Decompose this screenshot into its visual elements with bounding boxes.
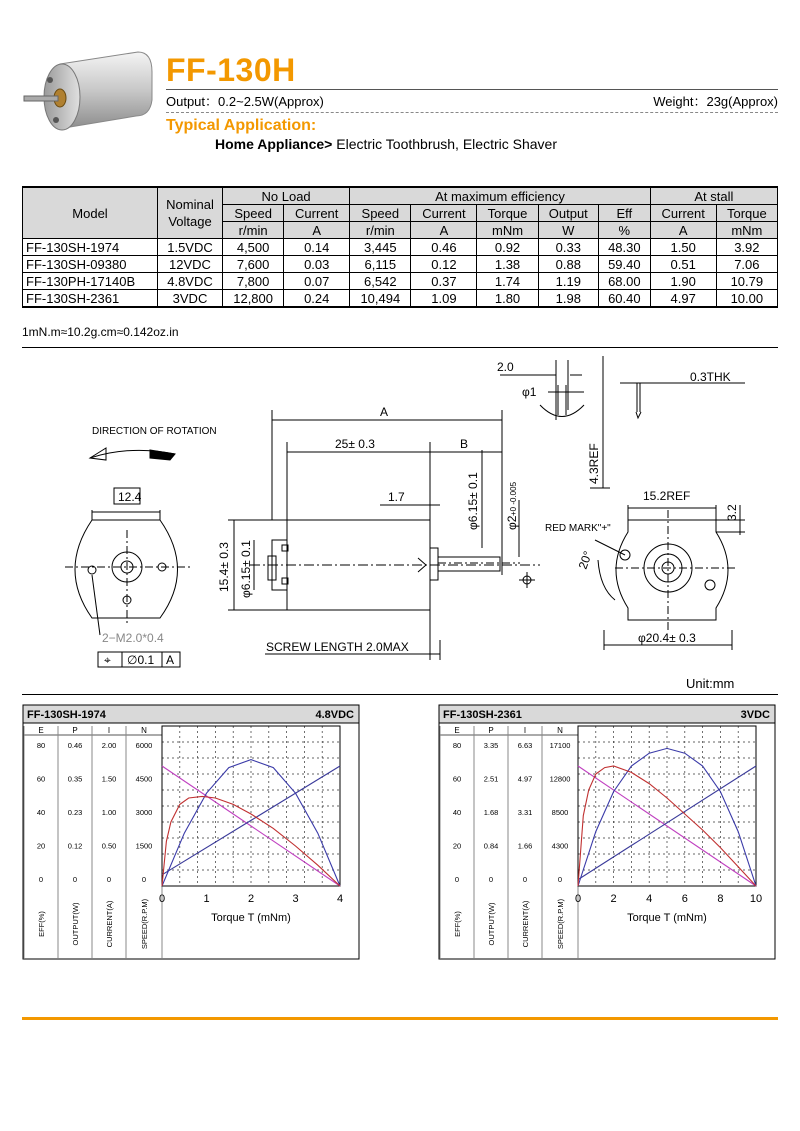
value-cell: 48.30	[598, 239, 650, 256]
x-tick-label: 0	[158, 893, 166, 905]
scale-head: P	[488, 726, 494, 735]
unit-cell: mNm	[716, 222, 777, 239]
dim-phi6-15-body: φ6.15± 0.1	[239, 540, 253, 598]
model-cell: FF-130SH-2361	[23, 290, 158, 308]
scale-tick: 40	[36, 808, 46, 817]
value-cell: 3,445	[350, 239, 411, 256]
application-category: Home Appliance>	[215, 136, 333, 152]
value-cell: 6,542	[350, 273, 411, 290]
direction-of-rotation: DIRECTION OF ROTATION	[92, 426, 217, 437]
scale-tick: 20	[452, 841, 462, 851]
scale-tick: 0.46	[67, 741, 83, 750]
scale-tick: 60	[36, 774, 46, 784]
scale-tick: 1.68	[483, 808, 499, 817]
value-cell: 1.19	[538, 273, 598, 290]
screw-length: SCREW LENGTH 2.0MAX	[266, 640, 409, 654]
value-cell: 4.8VDC	[158, 273, 223, 290]
spec-group-header-row	[23, 187, 778, 205]
unit-cell: mNm	[477, 222, 538, 239]
scale-head: E	[38, 726, 44, 735]
scale-tick: 3000	[135, 808, 153, 817]
value-cell: 1.98	[538, 290, 598, 308]
product-title: FF-130H	[166, 52, 296, 88]
scale-tick: 6.63	[517, 741, 533, 750]
dim-15-4: 15.4± 0.3	[217, 542, 231, 592]
scale-tick: 0	[141, 875, 147, 884]
dim-2-0: 2.0	[497, 360, 514, 374]
header-dashed-divider	[166, 112, 778, 113]
scale-tick: 17100	[549, 741, 571, 750]
value-cell: 1.90	[650, 273, 716, 290]
col-model: Model	[23, 187, 158, 239]
dimension-drawing	[0, 350, 800, 680]
dim-12-4: 12.4	[118, 490, 142, 504]
application-line	[215, 136, 557, 152]
value-cell: 3VDC	[158, 290, 223, 308]
scale-tick: 1500	[135, 841, 153, 851]
scale-tick: 40	[452, 808, 462, 817]
value-cell: 0.12	[411, 256, 477, 273]
section-divider	[22, 694, 778, 695]
motor-image	[20, 42, 160, 142]
scale-tick: 0	[454, 875, 460, 884]
red-mark-label: RED MARK"+"	[545, 523, 611, 534]
unit-cell: A	[650, 222, 716, 239]
value-cell: 0.88	[538, 256, 598, 273]
unit-cell: %	[598, 222, 650, 239]
scale-tick: 0.84	[483, 841, 499, 851]
col-group-no-load: No Load	[223, 187, 350, 205]
scale-tick: 0.12	[67, 841, 83, 851]
scale-head: N	[557, 726, 563, 735]
value-cell: 0.03	[284, 256, 350, 273]
value-cell: 0.14	[284, 239, 350, 256]
chart-svg	[438, 704, 778, 960]
dim-a: A	[380, 405, 389, 419]
scale-head: I	[523, 726, 527, 735]
application-items: Electric Toothbrush, Electric Shaver	[332, 136, 557, 152]
scale-tick: 80	[452, 741, 462, 750]
value-cell: 3.92	[716, 239, 777, 256]
scale-tick: 0.23	[67, 808, 83, 817]
value-cell: 7,600	[223, 256, 284, 273]
value-cell: 7,800	[223, 273, 284, 290]
scale-tick: 0.35	[67, 774, 83, 784]
value-cell: 10,494	[350, 290, 411, 308]
footer-divider	[22, 1017, 778, 1020]
scale-tick: 8500	[551, 808, 569, 817]
x-axis-label: Torque T (mNm)	[211, 912, 291, 924]
table-row	[23, 256, 778, 273]
dim-phi2: φ2	[505, 515, 519, 530]
table-row	[23, 273, 778, 290]
performance-chart-1	[22, 704, 362, 965]
sub-header: Current	[650, 205, 716, 222]
scale-head: N	[141, 726, 147, 735]
scale-axis-label: OUTPUT(W)	[487, 902, 496, 946]
value-cell: 10.00	[716, 290, 777, 308]
output-spec: Output：0.2~2.5W(Approx)	[166, 94, 324, 109]
unit-cell: W	[538, 222, 598, 239]
dim-20-deg: 20°	[575, 549, 596, 572]
scale-tick: 0	[557, 875, 563, 884]
scale-tick: 0	[106, 875, 112, 884]
value-cell: 1.5VDC	[158, 239, 223, 256]
holes-spec: 2−M2.0*0.4	[102, 631, 164, 645]
dim-phi2-tolerance: +0 -0.005	[509, 481, 518, 516]
value-cell: 4.97	[650, 290, 716, 308]
sub-header: Current	[284, 205, 350, 222]
value-cell: 6,115	[350, 256, 411, 273]
scale-axis-label: SPEED(R.P.M)	[140, 898, 149, 950]
col-group-at-stall: At stall	[650, 187, 777, 205]
value-cell: 1.38	[477, 256, 538, 273]
tolerance-symbol: ⌖	[104, 653, 111, 667]
scale-tick: 0	[72, 875, 78, 884]
scale-axis-label: CURRENT(A)	[105, 900, 114, 948]
weight-spec: Weight：23g(Approx)	[653, 94, 778, 109]
unit-conversion: 1mN.m≈10.2g.cm≈0.142oz.in	[22, 325, 179, 339]
chart-svg	[22, 704, 362, 960]
x-tick-label: 0	[574, 893, 582, 905]
scale-tick: 0	[522, 875, 528, 884]
value-cell: 0.37	[411, 273, 477, 290]
x-tick-label: 10	[749, 893, 763, 905]
sub-header: Output	[538, 205, 598, 222]
spec-table	[22, 186, 778, 308]
dim-phi1: φ1	[522, 385, 537, 399]
value-cell: 1.50	[650, 239, 716, 256]
sub-header: Eff	[598, 205, 650, 222]
value-cell: 0.33	[538, 239, 598, 256]
chart-voltage: 3VDC	[740, 709, 770, 721]
scale-tick: 0	[38, 875, 44, 884]
model-cell: FF-130SH-1974	[23, 239, 158, 256]
scale-tick: 4300	[551, 841, 569, 851]
dim-15-2ref: 15.2REF	[643, 489, 691, 503]
scale-tick: 0	[488, 875, 494, 884]
x-tick-label: 2	[247, 893, 255, 905]
scale-head: I	[107, 726, 111, 735]
sub-header: Current	[411, 205, 477, 222]
value-cell: 12,800	[223, 290, 284, 308]
table-row	[23, 290, 778, 308]
value-cell: 10.79	[716, 273, 777, 290]
col-group-max-efficiency: At maximum efficiency	[350, 187, 651, 205]
x-tick-label: 2	[610, 893, 617, 905]
section-divider	[22, 347, 778, 348]
scale-tick: 60	[452, 774, 462, 784]
scale-head: P	[72, 726, 78, 735]
value-cell: 0.51	[650, 256, 716, 273]
col-nominal-voltage: Nominal Voltage	[158, 187, 223, 239]
scale-tick: 2.00	[101, 741, 117, 750]
value-cell: 4,500	[223, 239, 284, 256]
table-row	[23, 239, 778, 256]
unit-cell: r/min	[223, 222, 284, 239]
x-axis-label: Torque T (mNm)	[627, 912, 707, 924]
application-title: Typical Application:	[166, 117, 317, 134]
sub-header: Speed	[350, 205, 411, 222]
scale-head: E	[454, 726, 460, 735]
dim-phi6-15-shaft: φ6.15± 0.1	[466, 472, 480, 530]
unit-label: Unit:mm	[686, 676, 735, 691]
value-cell: 0.92	[477, 239, 538, 256]
scale-tick: 4500	[135, 774, 153, 784]
scale-tick: 3.35	[483, 741, 499, 750]
chart-model: FF-130SH-2361	[443, 709, 522, 721]
model-cell: FF-130SH-09380	[23, 256, 158, 273]
scale-axis-label: EFF(%)	[37, 911, 46, 937]
x-tick-label: 4	[646, 893, 653, 905]
x-tick-label: 4	[336, 893, 344, 905]
value-cell: 0.46	[411, 239, 477, 256]
unit-cell: r/min	[350, 222, 411, 239]
scale-tick: 6000	[135, 741, 153, 750]
performance-chart-2	[438, 704, 778, 965]
scale-tick: 4.97	[517, 774, 533, 784]
header-divider	[166, 89, 778, 90]
unit-cell: A	[411, 222, 477, 239]
model-cell: FF-130PH-17140B	[23, 273, 158, 290]
value-cell: 7.06	[716, 256, 777, 273]
spec-table-body	[23, 239, 778, 308]
value-cell: 1.09	[411, 290, 477, 308]
dim-thickness: 0.3THK	[690, 370, 731, 384]
dim-4-3ref: 4.3REF	[587, 443, 601, 484]
scale-axis-label: SPEED(R.P.M)	[556, 898, 565, 950]
scale-tick: 2.51	[483, 774, 499, 784]
sub-header: Torque	[716, 205, 777, 222]
value-cell: 12VDC	[158, 256, 223, 273]
scale-tick: 80	[36, 741, 46, 750]
scale-axis-label: EFF(%)	[453, 911, 462, 937]
value-cell: 1.74	[477, 273, 538, 290]
scale-tick: 0.50	[101, 841, 117, 851]
scale-tick: 3.31	[517, 808, 533, 817]
value-cell: 59.40	[598, 256, 650, 273]
sub-header: Speed	[223, 205, 284, 222]
scale-tick: 1.00	[101, 808, 117, 817]
scale-tick: 1.50	[101, 774, 117, 784]
x-tick-label: 8	[717, 893, 724, 905]
dim-3-2: 3.2	[725, 504, 739, 521]
unit-cell: A	[284, 222, 350, 239]
scale-tick: 20	[36, 841, 46, 851]
scale-axis-label: OUTPUT(W)	[71, 902, 80, 946]
value-cell: 0.07	[284, 273, 350, 290]
value-cell: 68.00	[598, 273, 650, 290]
x-tick-label: 3	[292, 893, 299, 905]
x-tick-label: 6	[681, 893, 688, 905]
tolerance-datum: A	[166, 653, 175, 667]
scale-tick: 1.66	[517, 841, 533, 851]
chart-voltage: 4.8VDC	[315, 709, 354, 721]
x-tick-label: 1	[203, 893, 210, 905]
dim-25: 25± 0.3	[335, 437, 375, 451]
dim-phi20-4: φ20.4± 0.3	[638, 631, 696, 645]
sub-header: Torque	[477, 205, 538, 222]
scale-axis-label: CURRENT(A)	[521, 900, 530, 948]
value-cell: 0.24	[284, 290, 350, 308]
value-cell: 60.40	[598, 290, 650, 308]
value-cell: 1.80	[477, 290, 538, 308]
dim-b: B	[460, 437, 469, 451]
chart-model: FF-130SH-1974	[27, 709, 106, 721]
dim-1-7: 1.7	[388, 490, 405, 504]
tolerance-value: ∅0.1	[127, 653, 155, 667]
scale-tick: 12800	[549, 774, 571, 784]
